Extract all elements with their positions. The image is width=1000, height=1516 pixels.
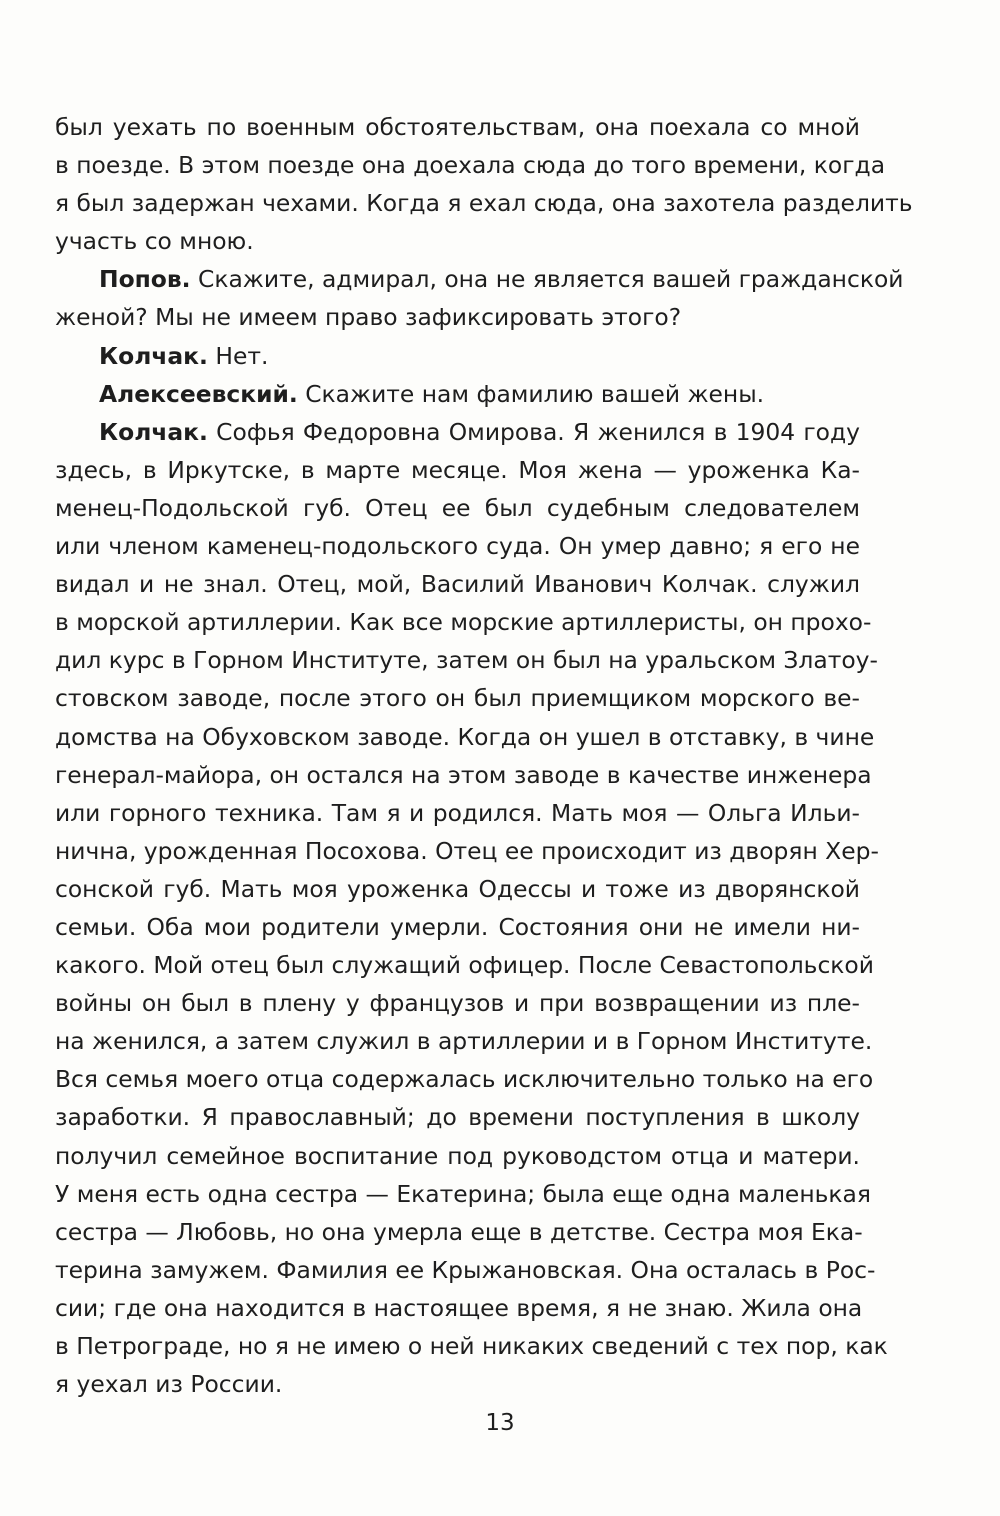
text-line (55, 337, 860, 375)
text-line: в морской артиллерии. Как все морские артиллеристы, он прохо- (55, 608, 872, 637)
text-line: получил семейное воспитание под руководстом отца и матери. (55, 1141, 860, 1170)
text-line: или горного техника. Там я и родился. Мать моя — Ольга Ильи- (55, 798, 860, 827)
speech-text: Скажите нам фамилию вашей жены. (297, 379, 765, 408)
text-line: войны он был в плену у французов и при возвращении из пле- (55, 989, 860, 1018)
speaker-name: Попов. (99, 265, 191, 294)
text-line: домства на Обуховском заводе. Когда он ушел в отставку, в чине (55, 722, 875, 751)
page-number: 13 (485, 1410, 515, 1436)
text-line: в Петрограде, но я не имею о ней никаких сведений с тех пор, как (55, 1332, 888, 1360)
text-line: здесь, в Иркутске, в марте месяце. Моя жена — уроженка Ка- (55, 455, 860, 484)
text-line: сии; где она находится в настоящее время, я не знаю. Жила она (55, 1293, 863, 1322)
speaker-name: Колчак. (99, 341, 208, 370)
page-text (55, 108, 913, 1403)
text-line: в поезде. В этом поезде она доехала сюда до того времени, когда (55, 151, 886, 180)
text-line (55, 413, 860, 451)
text-line: менец-Подольской губ. Отец ее был судебным следователем (55, 493, 860, 522)
text-line: женой? Мы не имеем право зафиксировать этого? (55, 303, 682, 332)
text-line: видал и не знал. Отец, мой, Василий Иванович Колчак. служил (55, 570, 860, 599)
text-line: заработки. Я православный; до времени поступления в школу (55, 1103, 860, 1132)
speaker-name: Алексеевский. (99, 379, 298, 408)
text-line: генерал-майора, он остался на этом заводе в качестве инженера (55, 760, 872, 789)
speech-text: Скажите, адмирал, она не является вашей гражданской (190, 265, 904, 294)
text-line: участь со мною. (55, 227, 254, 256)
text-line: стовском заводе, после этого он был приемщиком морского ве- (55, 684, 860, 713)
text-line: я уехал из России. (55, 1370, 283, 1399)
text-line: Вся семья моего отца содержалась исключительно только на его (55, 1065, 874, 1094)
text-line: У меня есть одна сестра — Екатерина; была еще одна маленькая (55, 1179, 871, 1208)
text-line: на женился, а затем служил в артиллерии и в Горном Институте. (55, 1027, 873, 1056)
text-line (55, 260, 904, 298)
text-line: сонской губ. Мать моя уроженка Одессы и тоже из дворянской (55, 874, 860, 903)
speech-text: Нет. (207, 341, 269, 370)
text-line: дил курс в Горном Институте, затем он был на уральском Златоу- (55, 646, 878, 675)
text-line: какого. Мой отец был служащий офицер. После Севастопольской (55, 951, 874, 980)
text-line: я был задержан чехами. Когда я ехал сюда, она захотела разделить (55, 189, 913, 218)
text-line: был уехать по военным обстоятельствам, она поехала со мной (55, 113, 860, 141)
text-line (55, 375, 860, 413)
speech-text: Софья Федоровна Омирова. Я женился в 1904 году (207, 417, 860, 446)
text-line: сестра — Любовь, но она умерла еще в детстве. Сестра моя Ека- (55, 1217, 863, 1246)
text-line: семьи. Оба мои родители умерли. Состояния они не имели ни- (55, 912, 860, 941)
speaker-name: Колчак. (99, 417, 208, 446)
text-line: или членом каменец-подольского суда. Он умер давно; я его не (55, 532, 860, 561)
text-line: нична, урожденная Посохова. Отец ее происходит из дворян Хер- (55, 836, 879, 865)
text-line: терина замужем. Фамилия ее Крыжановская. Она осталась в Рос- (55, 1255, 876, 1284)
